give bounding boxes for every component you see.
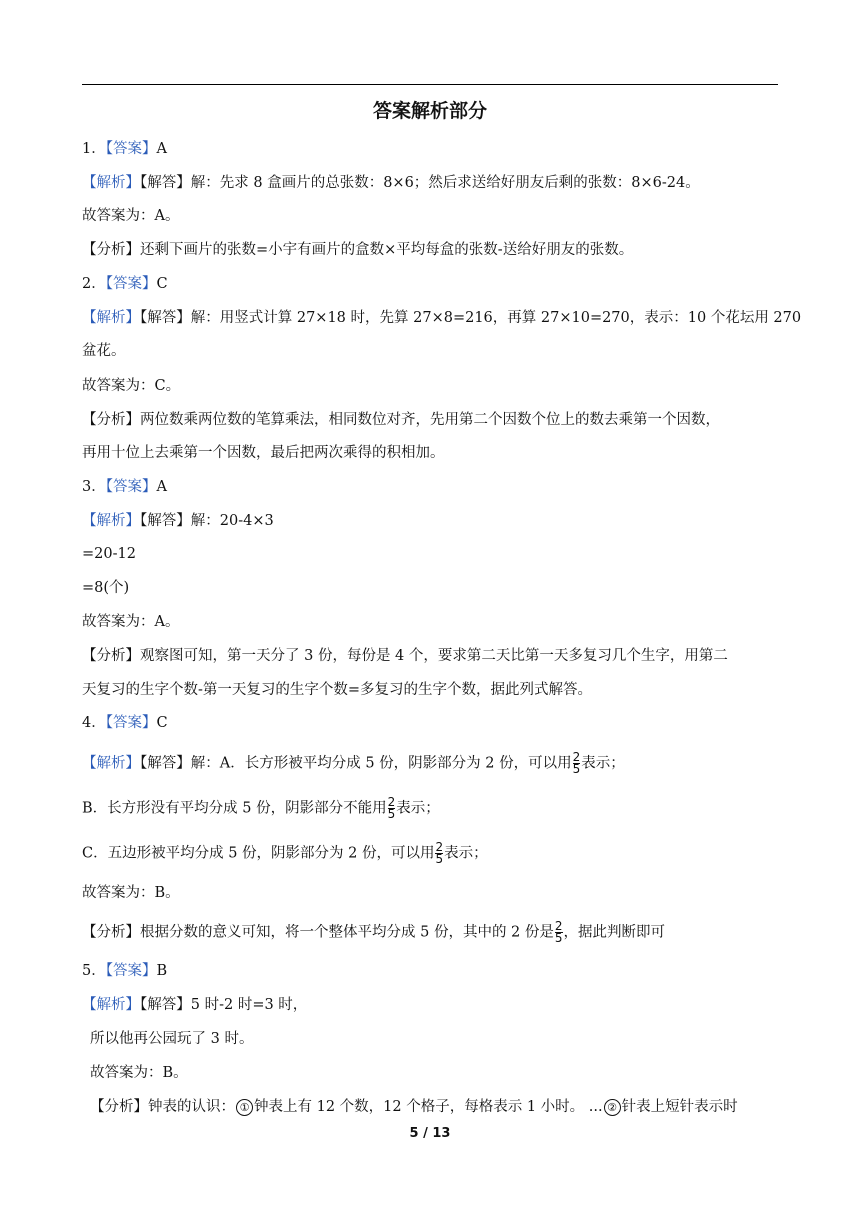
fraction-two-fifths: $\frac{2}{5}$ — [572, 750, 581, 776]
q2-solution-line-1: 【解析】【解答】解：用竖式计算 27×18 时，先算 27×8=216，再算 27×10=270，表示：10 个花坛用 270 — [82, 310, 802, 326]
fraction-two-fifths: $\frac{2}{5}$ — [435, 840, 444, 866]
q5-solution-line-2: 所以他再公园玩了 3 时。 — [90, 1031, 254, 1047]
q1-final-line: 故答案为：A。 — [82, 208, 180, 224]
q3-analysis-line-2: 天复习的生字个数-第一天复习的生字个数=多复习的生字个数，据此列式解答。 — [82, 682, 593, 698]
q4-solution-line-a: 【解析】【解答】解：A．长方形被平均分成 5 份，阴影部分为 2 份，可以用 $\frac{2}{5}$ 表示； — [82, 750, 625, 776]
q1-answer-line: 1．【答案】A — [82, 141, 167, 157]
q2-analysis-line-2: 再用十位上去乘第一个因数，最后把两次乘得的积相加。 — [82, 445, 445, 461]
q1-solution-line: 【解析】【解答】解：先求 8 盒画片的总张数：8×6；然后求送给好朋友后剩的张数：8×6-24。 — [82, 175, 700, 191]
q3-step-2: =8(个) — [82, 580, 130, 596]
circled-one-marker: ① — [236, 1099, 253, 1116]
circled-two-marker: ② — [604, 1099, 621, 1116]
q3-answer-line: 3．【答案】A — [82, 479, 167, 495]
q2-final-line: 故答案为：C。 — [82, 378, 181, 394]
q2-analysis-line-1: 【分析】两位数乘两位数的笔算乘法，相同数位对齐，先用第二个因数个位上的数去乘第一个因数， — [82, 412, 720, 428]
page-number: 5 / 13 — [409, 1126, 451, 1141]
q3-step-1: =20-12 — [82, 546, 136, 562]
q5-solution-line: 【解析】【解答】5 时-2 时=3 时， — [82, 997, 308, 1013]
q4-analysis-line: 【分析】根据分数的意义可知，将一个整体平均分成 5 份，其中的 2 份是 $\frac{2}{5}$ ，据此判断即可 — [82, 919, 666, 945]
q5-answer-line: 5．【答案】B — [82, 963, 168, 979]
q1-analysis-line: 【分析】还剩下画片的张数=小宇有画片的盒数×平均每盒的张数-送给好朋友的张数。 — [82, 242, 634, 258]
q3-analysis-line-1: 【分析】观察图可知，第一天分了 3 份，每份是 4 个，要求第二天比第一天多复习几个生字，用第二 — [82, 648, 728, 664]
q4-final-line: 故答案为：B。 — [82, 885, 180, 901]
q4-answer-line: 4．【答案】C — [82, 715, 168, 731]
q5-final-line: 故答案为：B。 — [90, 1065, 188, 1081]
q4-solution-line-c: C．五边形被平均分成 5 份，阴影部分为 2 份，可以用 $\frac{2}{5}$ 表示； — [82, 840, 488, 866]
q3-final-line: 故答案为：A。 — [82, 614, 180, 630]
q5-analysis-line: 【分析】钟表的认识： ① 钟表上有 12 个数，12 个格子，每格表示 1 小时。 ... ② 针表上短针表示时 — [90, 1099, 738, 1115]
page-title: 答案解析部分 — [372, 100, 487, 122]
q4-solution-line-b: B．长方形没有平均分成 5 份，阴影部分不能用 $\frac{2}{5}$ 表示； — [82, 795, 440, 821]
top-rule — [82, 84, 778, 85]
q3-solution-line: 【解析】【解答】解：20-4×3 — [82, 513, 274, 529]
q2-answer-line: 2．【答案】C — [82, 276, 168, 292]
fraction-two-fifths: $\frac{2}{5}$ — [387, 795, 396, 821]
fraction-two-fifths: $\frac{2}{5}$ — [554, 919, 563, 945]
q2-solution-line-2: 盆花。 — [82, 343, 126, 359]
